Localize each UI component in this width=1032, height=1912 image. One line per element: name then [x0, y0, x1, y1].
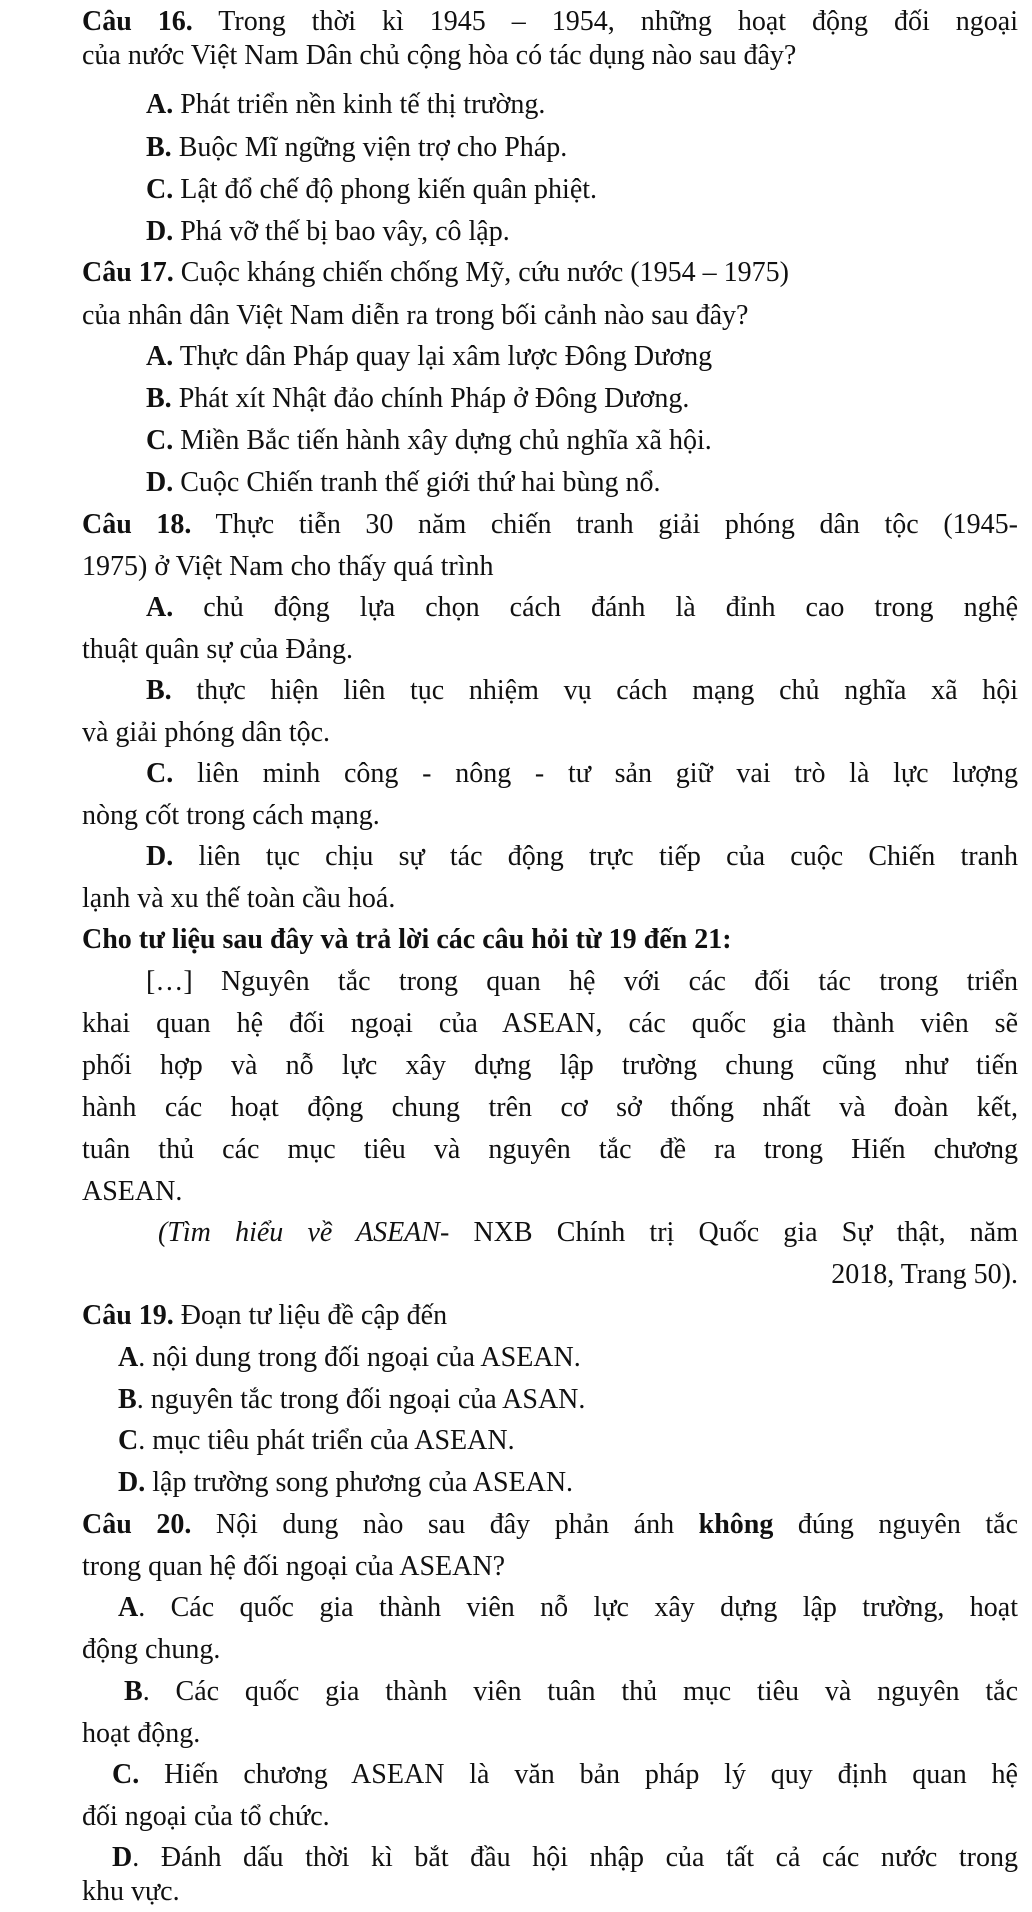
q17-stem-line1: Câu 17. Cuộc kháng chiến chống Mỹ, cứu nước (1954 – 1975): [82, 257, 789, 288]
q16-option-c: C. Lật đổ chế độ phong kiến quân phiệt.: [146, 174, 598, 205]
q20-option-a-line1: A. Các quốc gia thành viên nỗ lực xây dựng lập trường, hoạt: [118, 1592, 1018, 1623]
q20-option-a-line2: động chung.: [82, 1634, 221, 1665]
passage-line-3: phối hợp và nỗ lực xây dựng lập trường chung cũng như tiến: [82, 1050, 1018, 1081]
passage-source-line2: 2018, Trang 50).: [831, 1259, 1018, 1290]
q19-option-a: A. nội dung trong đối ngoại của ASEAN.: [118, 1342, 581, 1373]
q17-option-a: A. Thực dân Pháp quay lại xâm lược Đông Dương: [146, 341, 713, 372]
q19-option-c: C. mục tiêu phát triển của ASEAN.: [118, 1425, 515, 1456]
passage-line-1: […] Nguyên tắc trong quan hệ với các đối tác trong triển: [146, 966, 1018, 997]
q18-option-c-line1: C. liên minh công - nông - tư sản giữ vai trò là lực lượng: [146, 758, 1018, 789]
q18-label: Câu 18.: [82, 509, 192, 540]
q17-option-c: C. Miền Bắc tiến hành xây dựng chủ nghĩa xã hội.: [146, 425, 712, 456]
passage-line-2: khai quan hệ đối ngoại của ASEAN, các quốc gia thành viên sẽ: [82, 1008, 1018, 1039]
q20-option-c-line1: C. Hiến chương ASEAN là văn bản pháp lý quy định quan hệ: [112, 1759, 1018, 1790]
q20-option-b-line1: B. Các quốc gia thành viên tuân thủ mục tiêu và nguyên tắc: [124, 1676, 1018, 1707]
q16-option-d: D. Phá vỡ thế bị bao vây, cô lập.: [146, 216, 510, 247]
q16-label: Câu 16.: [82, 6, 193, 37]
q20-label: Câu 20.: [82, 1509, 192, 1540]
q19-label: Câu 19.: [82, 1300, 174, 1331]
q17-stem-line2: của nhân dân Việt Nam diễn ra trong bối cảnh nào sau đây?: [82, 300, 749, 331]
q16-stem-text1: Trong thời kì 1945 – 1954, những hoạt động đối ngoại: [218, 6, 1019, 37]
q20-option-d-line1: D. Đánh dấu thời kì bắt đầu hội nhập của tất cả các nước trong: [112, 1842, 1018, 1873]
passage-heading: Cho tư liệu sau đây và trả lời các câu hỏi từ 19 đến 21:: [82, 924, 732, 955]
q20-stem-line2: trong quan hệ đối ngoại của ASEAN?: [82, 1551, 506, 1582]
q18-option-a-line2: thuật quân sự của Đảng.: [82, 634, 353, 665]
q16-option-b: B. Buộc Mĩ ngững viện trợ cho Pháp.: [146, 132, 568, 163]
q16-stem-line2: của nước Việt Nam Dân chủ cộng hòa có tác dụng nào sau đây?: [82, 40, 797, 71]
q16-option-a: A. Phát triển nền kinh tế thị trường.: [146, 89, 546, 120]
passage-source-line1: (Tìm hiểu về ASEAN- NXB Chính trị Quốc gia Sự thật, năm: [158, 1217, 1018, 1248]
q20-option-b-line2: hoạt động.: [82, 1718, 201, 1749]
passage-line-5: tuân thủ các mục tiêu và nguyên tắc đề ra trong Hiến chương: [82, 1134, 1018, 1165]
q17-option-d: D. Cuộc Chiến tranh thế giới thứ hai bùng nổ.: [146, 467, 661, 498]
q20-option-c-line2: đối ngoại của tổ chức.: [82, 1801, 330, 1832]
q18-option-b-line1: B. thực hiện liên tục nhiệm vụ cách mạng chủ nghĩa xã hội: [146, 675, 1018, 706]
passage-line-6: ASEAN.: [82, 1176, 183, 1207]
q17-option-b: B. Phát xít Nhật đảo chính Pháp ở Đông Dương.: [146, 383, 690, 414]
q18-stem-line1: Câu 18. Thực tiễn 30 năm chiến tranh giải phóng dân tộc (1945-: [82, 509, 1018, 540]
passage-line-4: hành các hoạt động chung trên cơ sở thống nhất và đoàn kết,: [82, 1092, 1018, 1123]
q18-stem-line2: 1975) ở Việt Nam cho thấy quá trình: [82, 551, 494, 582]
q18-option-a-line1: A. chủ động lựa chọn cách đánh là đỉnh cao trong nghệ: [146, 592, 1019, 623]
q19-option-d: D. lập trường song phương của ASEAN.: [118, 1467, 574, 1498]
q20-option-d-line2: khu vực.: [82, 1876, 180, 1907]
q19-option-b: B. nguyên tắc trong đối ngoại của ASAN.: [118, 1384, 586, 1415]
q18-option-d-line2: lạnh và xu thế toàn cầu hoá.: [82, 883, 396, 914]
q18-option-c-line2: nòng cốt trong cách mạng.: [82, 800, 380, 831]
q18-option-d-line1: D. liên tục chịu sự tác động trực tiếp của cuộc Chiến tranh: [146, 841, 1019, 872]
q19-stem: Câu 19. Đoạn tư liệu đề cập đến: [82, 1300, 448, 1331]
q20-stem-line1: Câu 20. Nội dung nào sau đây phản ánh không đúng nguyên tắc: [82, 1509, 1018, 1540]
q18-option-b-line2: và giải phóng dân tộc.: [82, 717, 331, 748]
q17-label: Câu 17.: [82, 257, 174, 288]
